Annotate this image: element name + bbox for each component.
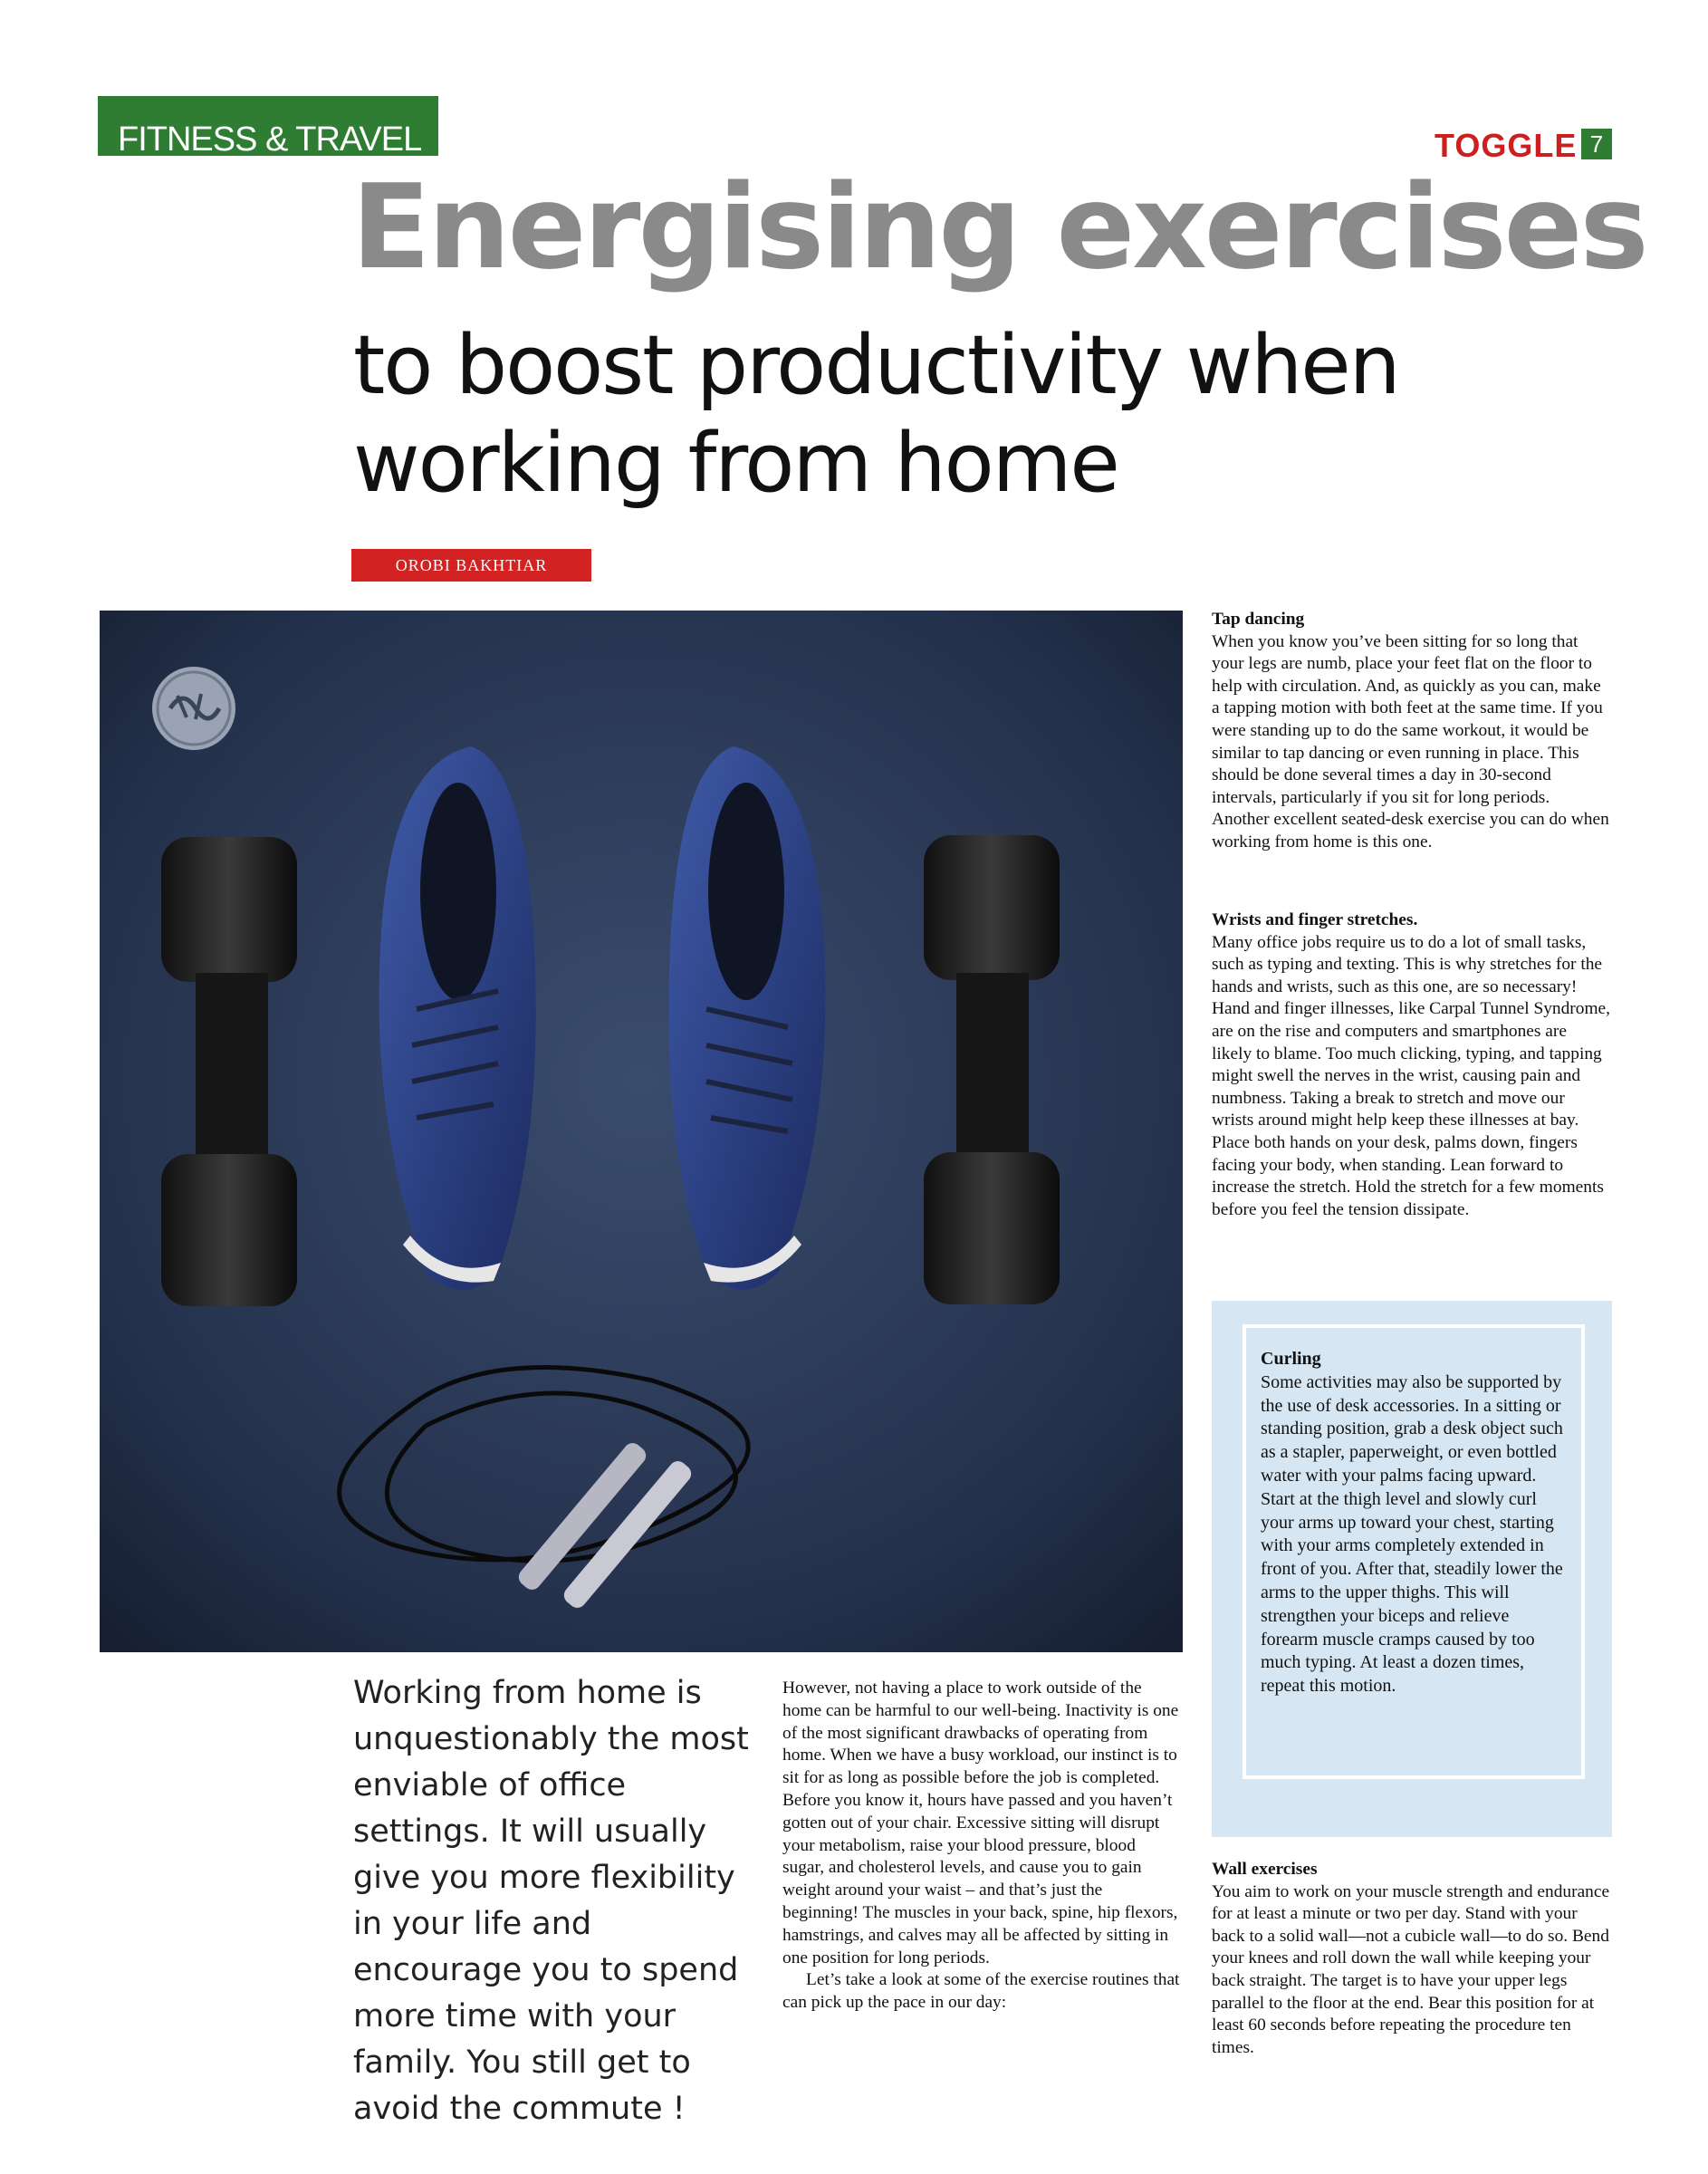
wrists-title: Wrists and finger stretches. — [1212, 910, 1418, 929]
wall-text: You aim to work on your muscle strength and endurance for at least a minute or two per day. Stand with your back to a solid wall—not a cubicle wall—to do so. Bend your knees and roll down the wall while keeping your back straight. The target is to have your upper legs parallel to the floor at the end. Bear this position for at least 60 seconds before repeating the procedure ten times. — [1212, 1881, 1610, 2057]
wall-section — [1212, 1859, 1610, 2059]
headline: Energising exercises — [351, 160, 1646, 295]
wrists-text: Many office jobs require us to do a lot of small tasks, such as typing and texting. This is why stretches for the hands and wrists, such as this one, are so necessary! Hand and finger illnesses, like Carpal Tunnel Syndrome, are on the rise and computers and smartphones are likely to blame. Too much clicking, typing, and tapping might swell the nerves in the wrist, causing pain and numbness. Taking a break to stretch and move our wrists around might help keep these illnesses at bay. Place both hands on your desk, palms down, fingers facing your body, when standing. Lean forward to increase the stretch. Hold the stretch for a few moments before you feel the tension dissipate. — [1212, 932, 1611, 1219]
section-tag — [98, 96, 438, 159]
curling-title: Curling — [1261, 1349, 1321, 1369]
curling-box — [1212, 1301, 1612, 1837]
tap-dancing-title: Tap dancing — [1212, 610, 1305, 629]
curling-text: Some activities may also be supported by the use of desk accessories. In a sitting or standing position, grab a desk object such as a stapler, paperweight, or even bottled water with your palms facing upward. Start at the thigh level and slowly curl your arms up toward your chest, starting with your arms completely extended in front of you. After that, steadily lower the arms to the upper thighs. This will strengthen your biceps and relieve forearm muscle cramps caused by too much typing. At least a dozen times, repeat this motion. — [1261, 1371, 1563, 1697]
wrists-section — [1212, 909, 1610, 1221]
byline: OROBI BAKHTIAR — [351, 549, 591, 582]
wall-title: Wall exercises — [1212, 1860, 1318, 1879]
hero-photo — [100, 611, 1183, 1652]
mat-logo-icon — [152, 667, 235, 750]
body-column — [782, 1678, 1181, 2015]
tap-dancing-section — [1212, 609, 1610, 854]
intro-text: Working from home is unquestionably the most enviable of office settings. It will usually give you more flexibility in your life and encourage you to spend more time with your family. You still get to avoid the commute ! — [353, 1675, 749, 2127]
curling-section — [1261, 1348, 1569, 1698]
body-paragraph: However, not having a place to work outside of the home can be harmful to our well-being. Inactivity is one of the most significant drawbacks of operating from home. When we have a busy workload, our instinct is to sit for as long as possible before the job is completed. Before you know it, hours have passed and you haven’t gotten out of your chair. Excessive sitting will disrupt your metabolism, raise your blood pressure, blood sugar, and cholesterol levels, and cause you to gain weight around your waist – and that’s just the beginning! The muscles in your back, spine, hip flexors, hamstrings, and calves may all be affected by sitting in one position for long periods. — [782, 1679, 1179, 1967]
body-paragraph: Let’s take a look at some of the exercise routines that can pick up the pace in our day: — [782, 1970, 1180, 2013]
page-number: 7 — [1581, 129, 1612, 159]
tap-dancing-text: When you know you’ve been sitting for so long that your legs are numb, place your feet flat on the floor to help with circulation. And, as quickly as you can, make a tapping motion with both feet at the same time. If you were standing up to do the same workout, it would be similar to tap dancing or even running in place. This should be done several times a day in 30-second intervals, particularly if you sit for long periods. Another excellent seated-desk exercise you can do when working from home is this one. — [1212, 631, 1609, 851]
section-label: FITNESS & TRAVEL — [118, 120, 422, 159]
brand-logo: TOGGLE — [1435, 127, 1578, 164]
subheadline: to boost productivity when working from home — [353, 318, 1399, 511]
